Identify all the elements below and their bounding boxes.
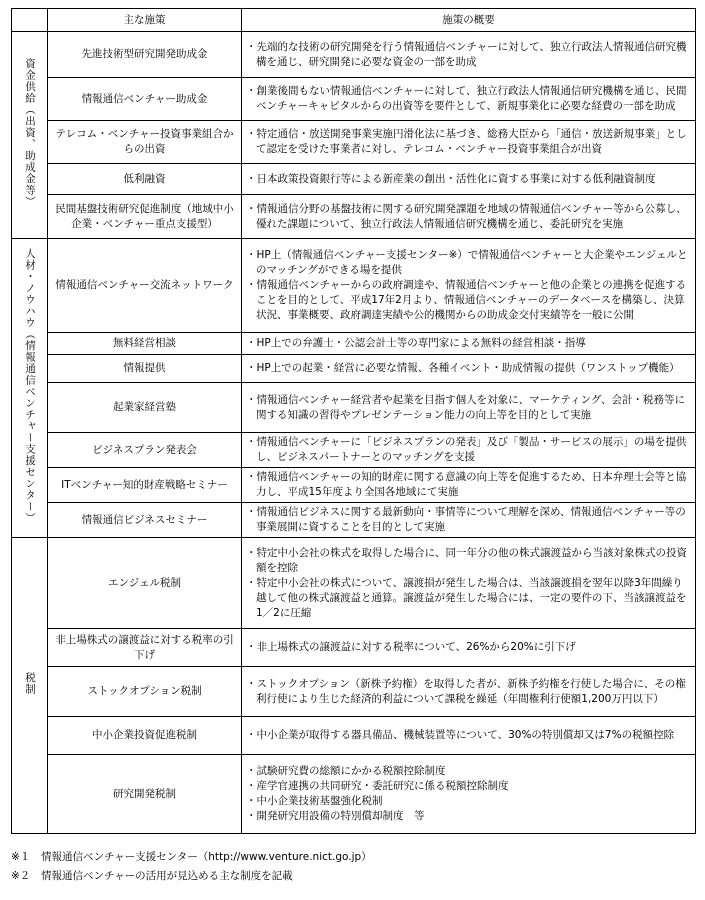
summary-line: ・情報通信分野の基盤技術に関する研究開発課題を地域の情報通信ベンチャー等から公募し、優れた課題について、独立行政法人情報通信研究機構を通じ、委託研究を実施 xyxy=(246,202,687,230)
table-header-row xyxy=(12,9,696,32)
table-row xyxy=(12,355,696,383)
summary-line: ・創業後間もない情報通信ベンチャーに対して、独立行政法人情報通信研究機構を通じ、民間ベンチャーキャピタルからの出資等を要件として、新規事業化に必要な経費の一部を助成 xyxy=(246,85,687,112)
summary-line: ・日本政策投資銀行等による新産業の創出・活性化に資する事業に対する低利融資制度 xyxy=(246,172,656,185)
category-human-resources xyxy=(12,239,48,538)
summary-cell xyxy=(242,121,696,164)
measure-cell: 情報通信ビジネスセミナー xyxy=(48,503,242,538)
table-row xyxy=(12,239,696,333)
footnote-1 xyxy=(11,848,701,867)
summary-line: ・開発研究用設備の特別償却制度 等 xyxy=(246,810,425,822)
footnote-text: 情報通信ベンチャー支援センター（http://www.venture.nict.go.jp） xyxy=(41,851,372,863)
table-row xyxy=(12,468,696,503)
summary-cell xyxy=(242,164,696,195)
table-row xyxy=(12,667,696,717)
summary-line: ・ストックオプション（新株予約権）を取得した者が、新株予約権を行使した場合に、その権利行使により生じた経済的利益について課税を繰延（年間権利行使額1,200万円以下） xyxy=(246,677,686,705)
summary-line: ・特定中小会社の株式を取得した場合に、同一年分の他の株式譲渡益から当該対象株式の投資額を控除 xyxy=(246,546,687,574)
measure-cell: エンジェル税制 xyxy=(48,538,242,629)
summary-cell xyxy=(242,538,696,629)
summary-line: ・特定通信・放送開発事業実施円滑化法に基づき、総務大臣から「通信・放送新規事業」として認定を受けた事業者に対し、テレコム・ベンチャー投資事業組合が出資 xyxy=(246,128,687,155)
category-funding xyxy=(12,32,48,239)
summary-line: ・先端的な技術の研究開発を行う情報通信ベンチャーに対して、独立行政法人情報通信研究機構を通じ、研究開発に必要な資金の一部を助成 xyxy=(246,40,687,68)
summary-line: ・情報通信ベンチャーの知的財産に関する意識の向上等を促進するため、日本弁理士会等と協力し、平成15年度より全国各地域にて実施 xyxy=(246,471,687,498)
summary-line: ・非上場株式の譲渡益に対する税率について、26%から20%に引下げ xyxy=(246,641,576,653)
table-row xyxy=(12,629,696,667)
policy-table xyxy=(11,8,696,834)
measure-cell: 研究開発税制 xyxy=(48,755,242,834)
category-label: 資金供給（出資、助成金等） xyxy=(24,57,36,208)
table-row xyxy=(12,755,696,834)
table-row xyxy=(12,333,696,355)
footnote-2 xyxy=(11,867,701,886)
summary-line: ・特定中小会社の株式について、譲渡損が発生した場合は、当該譲渡損を翌年以降3年間繰り越して他の株式譲渡益と通算。譲渡益が発生した場合には、一定の要件の下、当該譲渡益を1／2に圧縮 xyxy=(246,576,687,619)
summary-line: ・情報通信ベンチャー経営者や起業を目指す個人を対象に、マーケティング、会計・税務等に関する知識の習得やプレゼンテーション能力の向上等を目的として実施 xyxy=(246,393,686,421)
footnote-mark: ※１ xyxy=(11,851,31,863)
measure-cell: テレコム・ベンチャー投資事業組合からの出資 xyxy=(48,121,242,164)
measure-cell: 非上場株式の譲渡益に対する税率の引下げ xyxy=(48,629,242,667)
measure-cell: 情報通信ベンチャー助成金 xyxy=(48,78,242,121)
summary-cell xyxy=(242,667,696,717)
table-row xyxy=(12,78,696,121)
summary-line: ・中小企業が取得する器具備品、機械装置等について、30%の特別償却又は7%の税額控除 xyxy=(246,729,675,741)
summary-cell xyxy=(242,433,696,468)
table-row xyxy=(12,433,696,468)
header-blank-cell xyxy=(12,9,48,32)
summary-line: ・中小企業技術基盤強化税制 xyxy=(246,795,383,807)
footnotes xyxy=(11,848,701,886)
summary-cell xyxy=(242,239,696,333)
summary-cell xyxy=(242,717,696,755)
measure-cell: 情報通信ベンチャー交流ネットワーク xyxy=(48,239,242,333)
summary-line: ・情報通信ビジネスに関する最新動向・事情等について理解を深め、情報通信ベンチャー等の事業展開に資することを目的として実施 xyxy=(246,506,686,533)
table-row xyxy=(12,32,696,78)
summary-line: ・産学官連携の共同研究・委託研究に係る税額控除制度 xyxy=(246,780,509,792)
measure-cell: 先進技術型研究開発助成金 xyxy=(48,32,242,78)
category-label: 税制 xyxy=(24,671,36,695)
footnote-text: 情報通信ベンチャーの活用が見込める主な制度を記載 xyxy=(41,870,293,882)
measure-cell: 低利融資 xyxy=(48,164,242,195)
measure-cell: 起業家経営塾 xyxy=(48,383,242,433)
summary-line: ・HP上（情報通信ベンチャー支援センター※）で情報通信ベンチャーと大企業やエンジェルとのマッチングができる場を提供 xyxy=(246,249,688,276)
summary-cell xyxy=(242,383,696,433)
measure-cell: 無料経営相談 xyxy=(48,333,242,355)
measure-cell: ITベンチャー知的財産戦略セミナー xyxy=(48,468,242,503)
table-row xyxy=(12,538,696,629)
table-row xyxy=(12,121,696,164)
measure-cell: 中小企業投資促進税制 xyxy=(48,717,242,755)
summary-cell xyxy=(242,355,696,383)
summary-cell xyxy=(242,333,696,355)
table-row xyxy=(12,503,696,538)
summary-cell xyxy=(242,468,696,503)
header-measure: 主な施策 xyxy=(48,9,242,32)
summary-cell xyxy=(242,32,696,78)
summary-line: ・情報通信ベンチャーからの政府調達や、情報通信ベンチャーと他の企業との連携を促進することを目的として、平成17年2月より、情報通信ベンチャーのデータベースを構築し、決算状況、事業概要、政府調達実績や公的機関からの助成金交付実績等を一般に公開 xyxy=(246,279,687,321)
measure-cell: 民間基盤技術研究促進制度（地域中小企業・ベンチャー重点支援型） xyxy=(48,195,242,239)
summary-cell xyxy=(242,629,696,667)
summary-line: ・HP上での弁護士・公認会計士等の専門家による無料の経営相談・指導 xyxy=(246,337,586,349)
table-row xyxy=(12,164,696,195)
table-body xyxy=(12,32,696,834)
category-label: 人材・ノウハウ（情報通信ベンチャー支援センター） xyxy=(24,247,36,524)
table-row xyxy=(12,195,696,239)
summary-line: ・情報通信ベンチャーに「ビジネスプランの発表」及び「製品・サービスの展示」の場を提供し、ビジネスパートナーとのマッチングを支援 xyxy=(246,436,687,463)
table-row xyxy=(12,383,696,433)
header-summary: 施策の概要 xyxy=(242,9,696,32)
measure-cell: 情報提供 xyxy=(48,355,242,383)
summary-line: ・HP上での起業・経営に必要な情報、各種イベント・助成情報の提供（ワンストップ機能） xyxy=(246,362,680,374)
table-row xyxy=(12,717,696,755)
category-tax xyxy=(12,538,48,834)
summary-cell xyxy=(242,755,696,834)
summary-cell xyxy=(242,503,696,538)
footnote-mark: ※２ xyxy=(11,870,31,882)
measure-cell: ビジネスプラン発表会 xyxy=(48,433,242,468)
summary-cell xyxy=(242,195,696,239)
summary-line: ・試験研究費の総額にかかる税額控除制度 xyxy=(246,765,446,777)
summary-cell xyxy=(242,78,696,121)
measure-cell: ストックオプション税制 xyxy=(48,667,242,717)
